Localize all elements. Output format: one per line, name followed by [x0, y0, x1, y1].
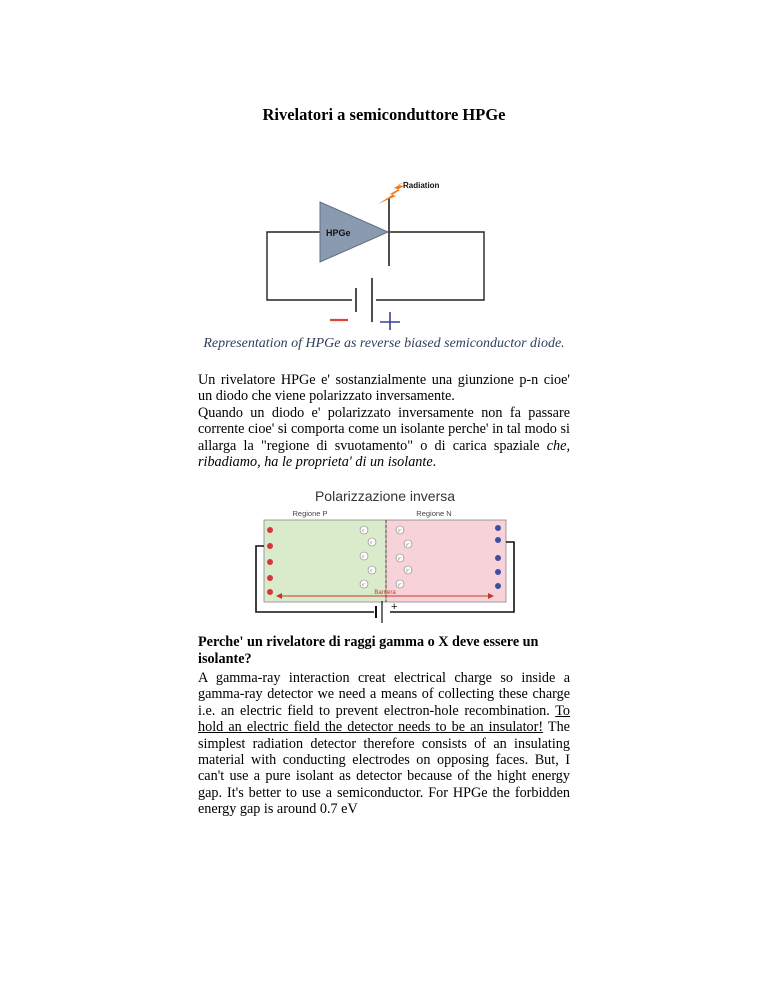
section-question: Perche' un rivelatore di raggi gamma o X deve essere un isolante?	[198, 634, 539, 667]
svg-text:e⁻: e⁻	[370, 568, 374, 573]
hpge-label: HPGe	[326, 228, 351, 238]
underlined-statement: To hold an electric field the detector needs to be an insulator!	[198, 702, 570, 736]
svg-text:p⁺: p⁺	[406, 542, 410, 547]
n-dot	[495, 555, 501, 561]
svg-text:p⁺: p⁺	[398, 582, 402, 587]
battery-plus: +	[391, 601, 398, 613]
circuit-wire-right	[376, 232, 484, 300]
p-dot	[267, 543, 273, 549]
svg-text:p⁺: p⁺	[406, 568, 410, 573]
svg-text:e⁻: e⁻	[362, 582, 366, 587]
reverse-bias-diagram	[254, 486, 516, 624]
svg-text:p⁺: p⁺	[398, 556, 402, 561]
p-dot	[267, 527, 273, 533]
n-dot	[495, 525, 501, 531]
p-dot	[267, 559, 273, 565]
svg-text:e⁻: e⁻	[362, 554, 366, 559]
n-region	[386, 520, 506, 602]
n-dot	[495, 583, 501, 589]
svg-text:e⁻: e⁻	[362, 528, 366, 533]
n-dot	[495, 569, 501, 575]
paragraph-line: Un rivelatore HPGe e' sostanzialmente una giunzione p-n cioe' un diodo che viene polarizzato inversamente.	[198, 372, 570, 405]
diode-schematic	[252, 170, 542, 330]
p-dot	[267, 589, 273, 595]
paragraph-intro	[198, 372, 570, 470]
region-n-label: Regione N	[416, 509, 452, 518]
p-dot	[267, 575, 273, 581]
n-dot	[495, 537, 501, 543]
radiation-label: Radiation	[403, 181, 440, 190]
diagram-title: Polarizzazione inversa	[314, 488, 456, 504]
svg-text:e⁻: e⁻	[370, 540, 374, 545]
p-region	[264, 520, 386, 602]
barrier-label: Barriera	[374, 590, 396, 596]
paragraph-line: Quando un diodo e' polarizzato inversamente non fa passare corrente cioe' si comporta come un isolante perche' in tal modo si allarga la "regione di svuotamento" o di carica spaziale che, ribadiamo, ha le proprieta' di un isolante.	[198, 404, 570, 471]
svg-text:p⁺: p⁺	[398, 528, 402, 533]
region-p-label: Regione P	[292, 509, 328, 518]
paragraph-explanation: A gamma-ray interaction creat electrical charge so inside a gamma-ray detector we need a means of collecting these charge i.e. an electric field to prevent electron-hole recombination. To hold an electric field the detector needs to be an insulator! The simplest radiation detector therefore consists of an insulating material with conducting electrodes on opposing faces. But, I can't use a pure isolant as detector because of the hight energy gap. It's better to use a semiconductor. For HPGe the forbidden energy gap is around 0.7 eV	[198, 670, 570, 818]
figure-caption: Representation of HPGe as reverse biased semiconductor diode.	[203, 336, 565, 351]
italic-text: che, ribadiamo, ha le proprieta' di un isolante	[198, 437, 570, 471]
page-title: Rivelatori a semiconduttore HPGe	[262, 105, 506, 124]
